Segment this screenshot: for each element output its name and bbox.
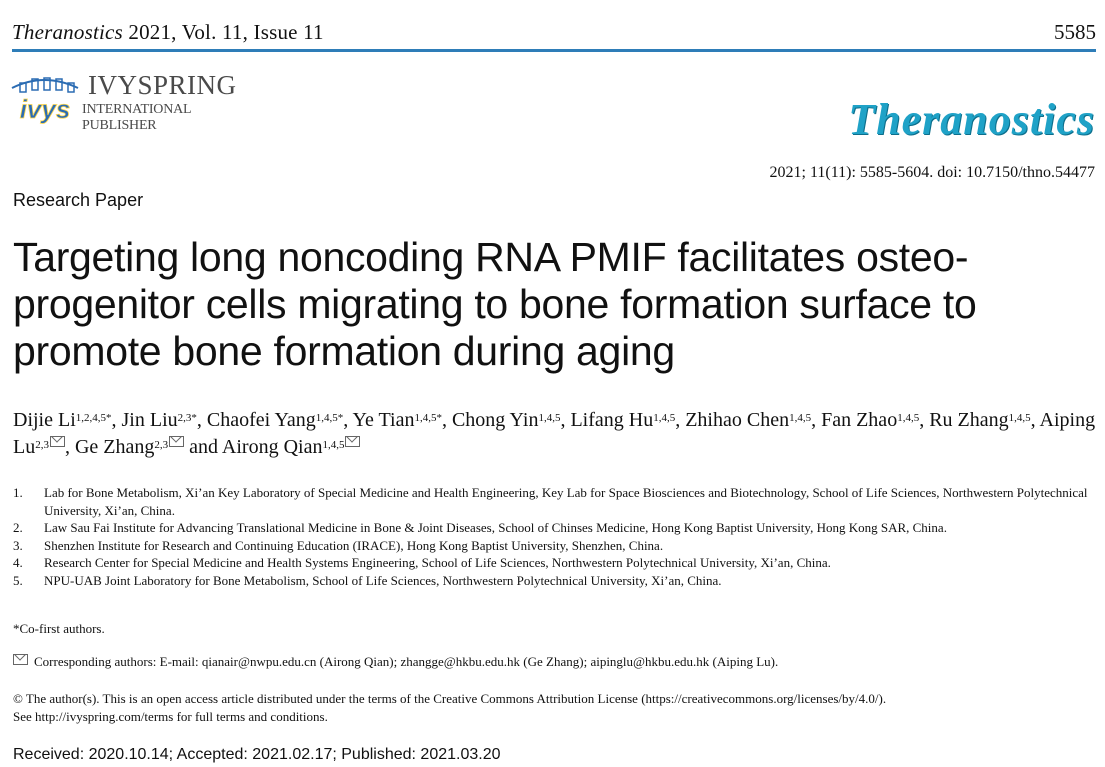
article-title bbox=[13, 234, 1093, 375]
license-line: © The author(s). This is an open access article distributed under the terms of the Creative Commons Attribution License (https://creativecommons.org/licenses/by/4.0/). bbox=[13, 691, 887, 706]
author-separator: , bbox=[919, 409, 930, 431]
envelope-icon bbox=[13, 654, 28, 665]
author-name: Jin Liu bbox=[121, 409, 178, 431]
author bbox=[207, 409, 353, 431]
author-separator: , bbox=[196, 409, 207, 431]
envelope-icon bbox=[345, 436, 360, 447]
affiliation-text: Law Sau Fai Institute for Advancing Translational Medicine in Bone & Joint Diseases, School of Chinses Medicine, Hong Kong Baptist University, Hong Kong SAR, China. bbox=[44, 520, 947, 535]
author bbox=[353, 409, 452, 431]
svg-text:ivys: ivys bbox=[19, 94, 71, 124]
author bbox=[570, 409, 685, 431]
author-separator: , bbox=[675, 409, 686, 431]
author-name: Fan Zhao bbox=[821, 409, 898, 431]
author-affiliation-sup: 1,4,5 bbox=[1008, 412, 1031, 424]
title-line: Targeting long noncoding RNA PMIF facilitates osteo- bbox=[13, 234, 969, 280]
author-name: Zhihao Chen bbox=[685, 409, 790, 431]
envelope-icon bbox=[169, 436, 184, 447]
author-affiliation-sup: 2,3 bbox=[35, 439, 49, 451]
affiliation-text: Lab for Bone Metabolism, Xi’an Key Laboratory of Special Medicine and Health Engineering, Key Lab for Space Biosciences and Biotechnology, School of Life Sciences, Northwestern Polytechnical University, Xi’an, China. bbox=[44, 485, 1088, 518]
journal-issue: 2021, Vol. 11, Issue 11 bbox=[122, 20, 324, 44]
publisher-name: IVYSPRING bbox=[88, 70, 237, 100]
page-number: 5585 bbox=[1054, 20, 1096, 44]
author-name: Lifang Hu bbox=[570, 409, 654, 431]
citation-line: 2021; 11(11): 5585-5604. doi: 10.7150/thno.54477 bbox=[769, 164, 1095, 181]
affiliation-item bbox=[13, 572, 1098, 590]
author bbox=[452, 409, 571, 431]
affiliation-number: 1. bbox=[13, 485, 23, 500]
affiliation-item bbox=[13, 484, 1098, 519]
affiliation-text: NPU-UAB Joint Laboratory for Bone Metabolism, School of Life Sciences, Northwestern Polytechnical University, Xi’an, China. bbox=[44, 572, 722, 588]
author-affiliation-sup: 2,3* bbox=[177, 412, 197, 424]
author-affiliation-sup: 1,4,5 bbox=[322, 439, 345, 451]
author-affiliation-sup: 1,4,5 bbox=[789, 412, 812, 424]
envelope-icon bbox=[50, 436, 65, 447]
author-name: Aiping Lu bbox=[13, 409, 1096, 458]
publication-dates: Received: 2020.10.14; Accepted: 2021.02.17; Published: 2021.03.20 bbox=[13, 746, 501, 763]
affiliation-list bbox=[13, 484, 1098, 589]
author bbox=[929, 409, 1039, 431]
author-separator: , bbox=[111, 409, 122, 431]
cofirst-note: *Co-first authors. bbox=[13, 621, 105, 636]
journal-issue-line bbox=[12, 20, 324, 45]
affiliation-number: 4. bbox=[13, 555, 23, 570]
author-name: Chaofei Yang bbox=[206, 409, 316, 431]
author-name: Chong Yin bbox=[451, 409, 539, 431]
ivyspring-logo-icon bbox=[6, 70, 84, 126]
author-separator: , bbox=[64, 436, 75, 458]
license-line: See http://ivyspring.com/terms for full terms and conditions. bbox=[13, 709, 328, 724]
author bbox=[75, 436, 222, 458]
author-separator: , bbox=[560, 409, 571, 431]
author-name: Airong Qian bbox=[221, 436, 323, 458]
author bbox=[821, 409, 929, 431]
article-type: Research Paper bbox=[13, 190, 144, 210]
author bbox=[122, 409, 207, 431]
author-affiliation-sup: 1,4,5 bbox=[897, 412, 920, 424]
author-affiliation-sup: 1,4,5 bbox=[538, 412, 561, 424]
affiliation-number: 5. bbox=[13, 572, 23, 588]
author-affiliation-sup: 1,4,5* bbox=[414, 412, 442, 424]
author-name: Ru Zhang bbox=[929, 409, 1009, 431]
corresponding-text: Corresponding authors: E-mail: qianair@nwpu.edu.cn (Airong Qian); zhangge@hkbu.edu.hk (Ge Zhang); aipinglu@hkbu.edu.hk (Aiping Lu). bbox=[34, 654, 779, 669]
author-separator: and bbox=[184, 436, 222, 458]
author bbox=[685, 409, 821, 431]
affiliation-text: Shenzhen Institute for Research and Continuing Education (IRACE), Hong Kong Baptist University, Shenzhen, China. bbox=[44, 537, 664, 553]
title-line: progenitor cells migrating to bone formation surface to bbox=[13, 281, 977, 327]
author-name: Ye Tian bbox=[352, 409, 415, 431]
affiliation-number: 3. bbox=[13, 537, 23, 553]
affiliation-item bbox=[13, 519, 1098, 537]
journal-brand-logo: Theranostics bbox=[848, 95, 1095, 144]
author-name: Ge Zhang bbox=[74, 436, 155, 458]
header-rule bbox=[12, 49, 1096, 52]
corresponding-authors bbox=[13, 654, 778, 670]
publisher-logo bbox=[6, 70, 266, 133]
author-separator: , bbox=[441, 409, 452, 431]
author-affiliation-sup: 1,2,4,5* bbox=[75, 412, 112, 424]
affiliation-number: 2. bbox=[13, 520, 23, 535]
affiliation-item bbox=[13, 537, 1098, 555]
author-affiliation-sup: 1,4,5 bbox=[653, 412, 676, 424]
author-affiliation-sup: 1,4,5* bbox=[315, 412, 344, 424]
title-line: promote bone formation during aging bbox=[13, 328, 675, 374]
author-separator: , bbox=[1030, 409, 1040, 431]
affiliation-text: Research Center for Special Medicine and Health Systems Engineering, School of Life Sciences, Northwestern Polytechnical University, Xi’an, China. bbox=[44, 555, 831, 570]
author-separator: , bbox=[811, 409, 822, 431]
journal-name: Theranostics bbox=[12, 20, 123, 44]
author-name: Dijie Li bbox=[13, 409, 76, 431]
author-separator: , bbox=[343, 409, 353, 431]
affiliation-item bbox=[13, 554, 1098, 572]
running-header bbox=[12, 20, 1096, 48]
author-affiliation-sup: 2,3 bbox=[154, 439, 169, 451]
license-notice bbox=[13, 690, 1098, 726]
author-list bbox=[13, 407, 1098, 461]
author bbox=[222, 436, 361, 458]
publisher-tagline: INTERNATIONAL PUBLISHER bbox=[82, 102, 191, 133]
author bbox=[13, 409, 122, 431]
